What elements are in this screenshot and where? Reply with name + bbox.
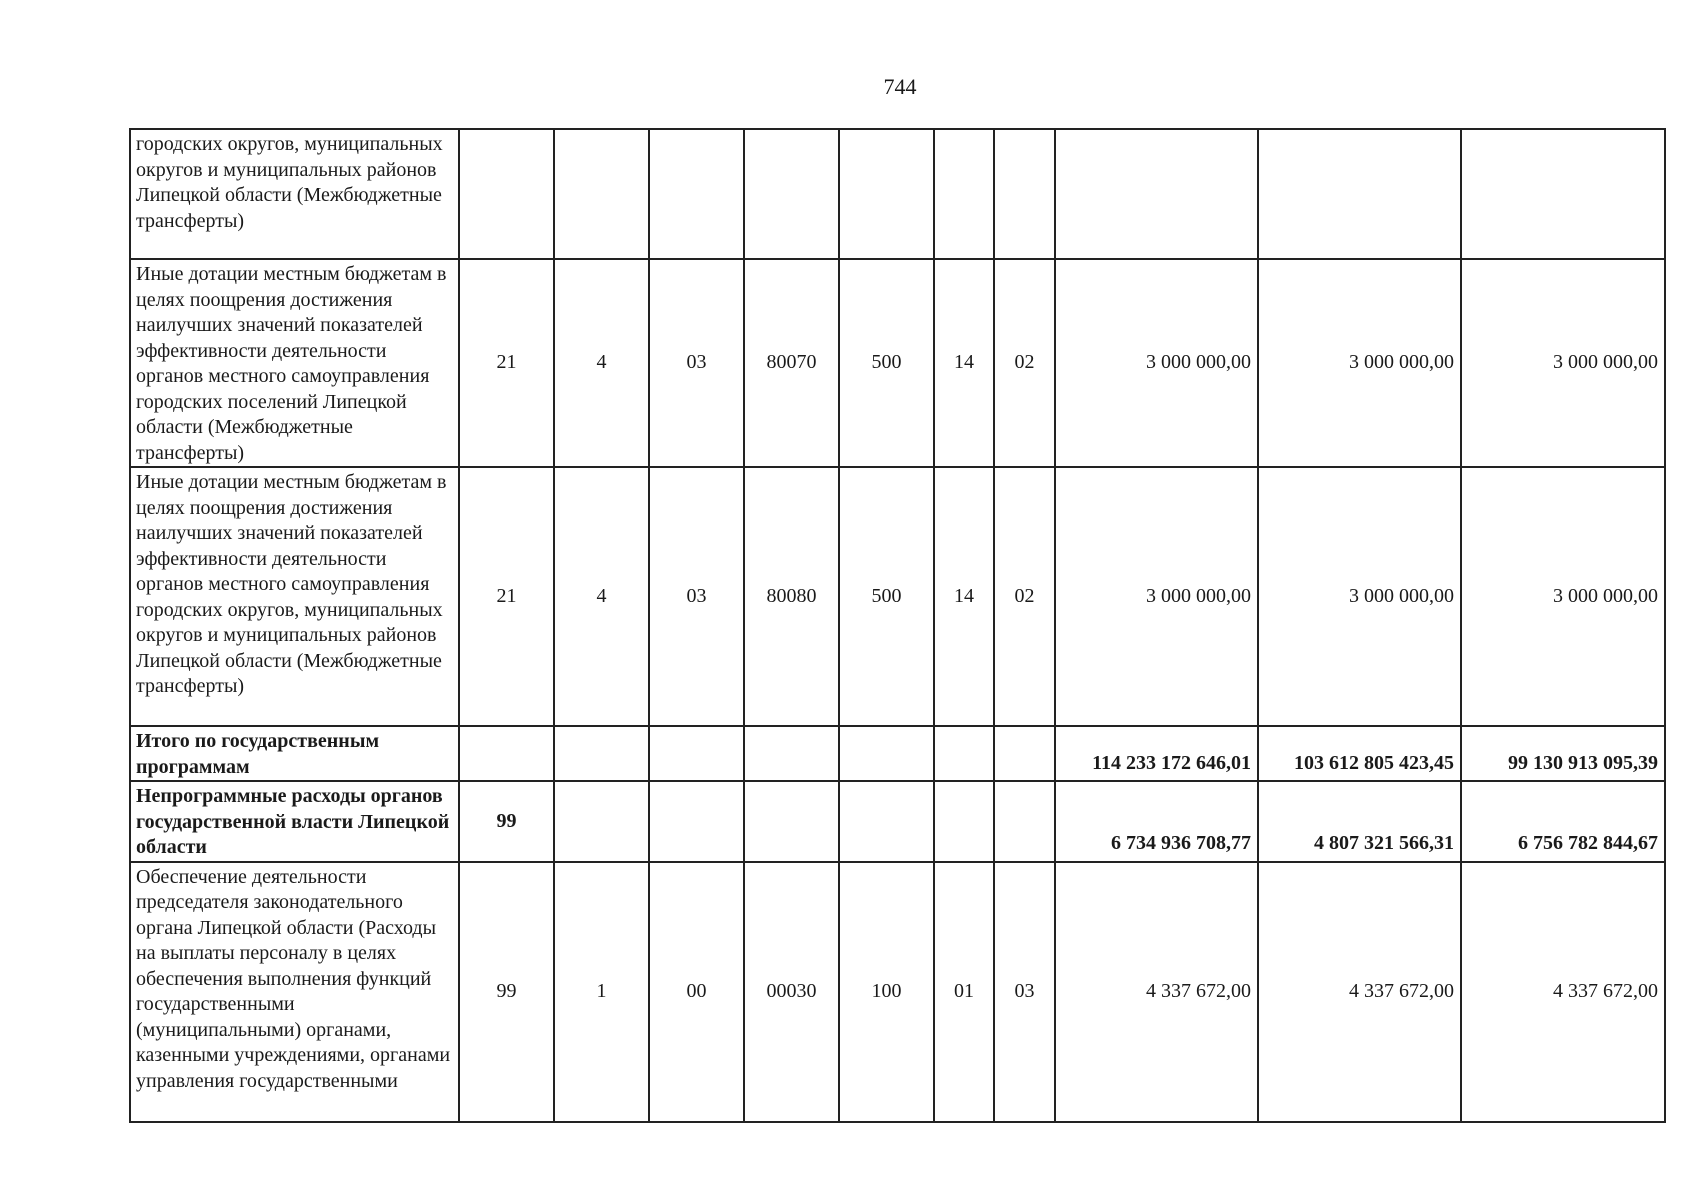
code-type	[554, 726, 649, 781]
code-direction: 00030	[744, 862, 839, 1122]
amount-year-1: 4 337 672,00	[1055, 862, 1258, 1122]
code-expense-type: 500	[839, 467, 934, 726]
amount-year-2: 3 000 000,00	[1258, 467, 1461, 726]
row-description: Обеспечение деятельности председателя законодательного органа Липецкой области (Расходы на выплаты персоналу в целях обеспечения выполнения функций государственными (муниципальными) органами, казенными учреждениями, органами управления государственными	[130, 862, 459, 1122]
amount-year-3: 6 756 782 844,67	[1461, 781, 1665, 862]
code-section	[934, 129, 994, 259]
code-section	[934, 781, 994, 862]
table-row-total	[130, 726, 1665, 781]
code-direction	[744, 781, 839, 862]
table-row	[130, 862, 1665, 1122]
amount-year-2	[1258, 129, 1461, 259]
code-section: 01	[934, 862, 994, 1122]
amount-year-3: 3 000 000,00	[1461, 467, 1665, 726]
code-section: 14	[934, 259, 994, 467]
amount-year-1: 114 233 172 646,01	[1055, 726, 1258, 781]
code-subsection	[994, 781, 1055, 862]
code-subsection: 02	[994, 259, 1055, 467]
code-program: 99	[459, 862, 554, 1122]
amount-year-3: 99 130 913 095,39	[1461, 726, 1665, 781]
row-description: городских округов, муниципальных округов и муниципальных районов Липецкой области (Межбюджетные трансферты)	[130, 129, 459, 259]
budget-table	[129, 128, 1666, 1123]
code-type: 1	[554, 862, 649, 1122]
code-subsection	[994, 726, 1055, 781]
table-row-section	[130, 781, 1665, 862]
code-expense-type	[839, 129, 934, 259]
amount-year-2: 103 612 805 423,45	[1258, 726, 1461, 781]
amount-year-3: 3 000 000,00	[1461, 259, 1665, 467]
code-direction: 80070	[744, 259, 839, 467]
table-row	[130, 467, 1665, 726]
code-expense-type	[839, 726, 934, 781]
row-description: Иные дотации местным бюджетам в целях поощрения достижения наилучших значений показателей эффективности деятельности органов местного самоуправления городских поселений Липецкой области (Межбюджетные трансферты)	[130, 259, 459, 467]
amount-year-1: 3 000 000,00	[1055, 467, 1258, 726]
code-activity	[649, 726, 744, 781]
amount-year-3: 4 337 672,00	[1461, 862, 1665, 1122]
code-program: 21	[459, 259, 554, 467]
amount-year-2: 3 000 000,00	[1258, 259, 1461, 467]
code-expense-type	[839, 781, 934, 862]
amount-year-1: 3 000 000,00	[1055, 259, 1258, 467]
table-row	[130, 129, 1665, 259]
code-activity	[649, 781, 744, 862]
code-type	[554, 781, 649, 862]
row-description: Иные дотации местным бюджетам в целях поощрения достижения наилучших значений показателей эффективности деятельности органов местного самоуправления городских округов, муниципальных округов и муниципальных районов Липецкой области (Межбюджетные трансферты)	[130, 467, 459, 726]
code-activity	[649, 129, 744, 259]
code-subsection	[994, 129, 1055, 259]
amount-year-1: 6 734 936 708,77	[1055, 781, 1258, 862]
code-type: 4	[554, 259, 649, 467]
code-activity: 00	[649, 862, 744, 1122]
code-type: 4	[554, 467, 649, 726]
code-subsection: 02	[994, 467, 1055, 726]
code-activity: 03	[649, 467, 744, 726]
amount-year-2: 4 337 672,00	[1258, 862, 1461, 1122]
row-description: Непрограммные расходы органов государственной власти Липецкой области	[130, 781, 459, 862]
row-description: Итого по государственным программам	[130, 726, 459, 781]
page-number: 744	[883, 74, 917, 99]
code-section	[934, 726, 994, 781]
amount-year-2: 4 807 321 566,31	[1258, 781, 1461, 862]
table-row	[130, 259, 1665, 467]
code-direction	[744, 726, 839, 781]
code-expense-type: 500	[839, 259, 934, 467]
amount-year-3	[1461, 129, 1665, 259]
code-section: 14	[934, 467, 994, 726]
code-subsection: 03	[994, 862, 1055, 1122]
code-direction: 80080	[744, 467, 839, 726]
code-activity: 03	[649, 259, 744, 467]
code-direction	[744, 129, 839, 259]
code-type	[554, 129, 649, 259]
amount-year-1	[1055, 129, 1258, 259]
code-program	[459, 129, 554, 259]
code-program: 99	[459, 781, 554, 862]
code-program	[459, 726, 554, 781]
code-expense-type: 100	[839, 862, 934, 1122]
code-program: 21	[459, 467, 554, 726]
